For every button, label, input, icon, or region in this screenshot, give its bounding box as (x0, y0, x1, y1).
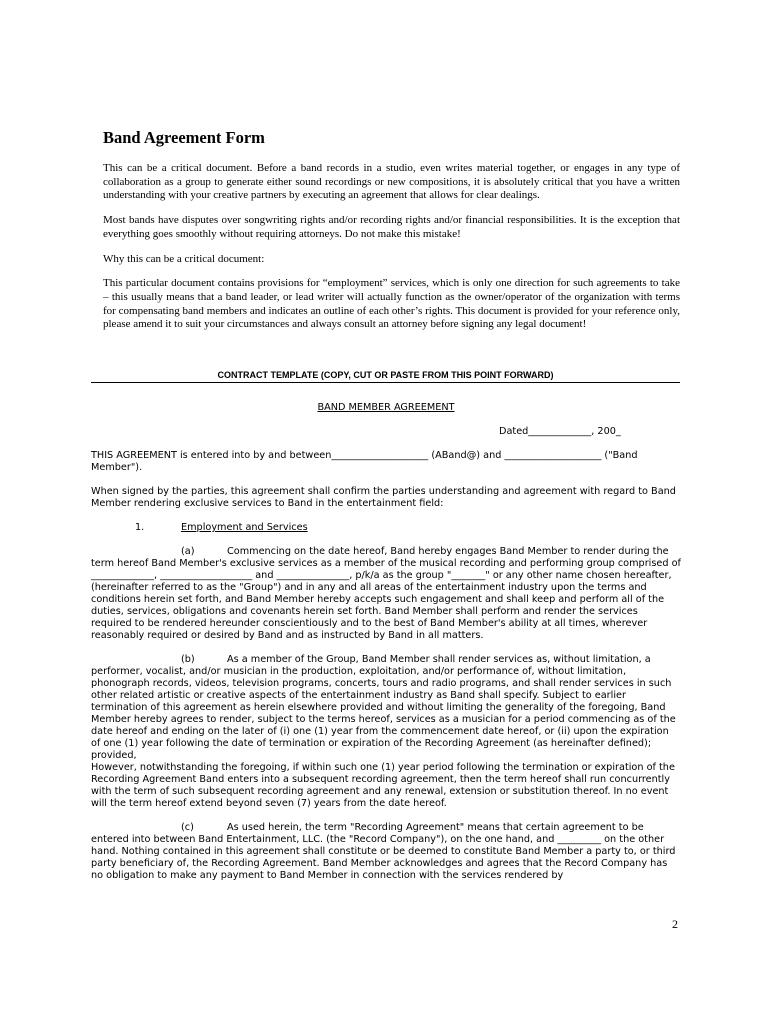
clause-a-label: (a) (181, 546, 195, 557)
page-number: 2 (672, 917, 678, 931)
contract-title: BAND MEMBER AGREEMENT (317, 402, 455, 413)
clause-a-text: Commencing on the date hereof, Band hereby engages Band Member to render during the term hereof Band Member's exclusive services as a member of the musical recording and performing group comprised of _____________, ___________________ and _______________, p/k/a as the group "_______" or any other name chosen hereafter, (hereinafter referred to as the "Group") and in any and all areas of the entertainment industry upon the terms and conditions herein set forth, and Band Member hereby accepts such engagement and shall keep and perform all of the duties, services, obligations and covenants herein set forth. Band Member shall perform and render the services required to be rendered hereunder conscientiously and to the best of Band Member's ability at all times, wherever reasonably required or desired by Band and as instructed by Band in all matters. (91, 546, 681, 641)
dated-line: Dated_____________, 200_ (499, 426, 621, 437)
clause-b (91, 654, 681, 762)
section-1-number: 1. (135, 522, 145, 533)
parties-paragraph: THIS AGREEMENT is entered into by and between____________________ (ABand@) and ____________________ ("Band Member"). (91, 450, 638, 473)
purpose-paragraph: When signed by the parties, this agreement shall confirm the parties understanding and agreement with regard to Band Member rendering exclusive services to Band in the entertainment field: (91, 486, 676, 509)
intro-paragraph-3: Why this can be a critical document: (103, 252, 265, 265)
intro-paragraph-4: This particular document contains provisions for “employment” services, which is only one direction for such agreements to take – this usually means that a band leader, or lead writer will actually function as the owner/operator of the organization with terms for compensating band members and indicates an outline of each other’s rights. This document is provided for your reference only, please amend it to suit your circumstances and always consult an attorney before signing any legal document! (103, 277, 680, 331)
clause-b-continuation: However, notwithstanding the foregoing, if within such one (1) year period following the termination or expiration of the Recording Agreement Band enters into a subsequent recording agreement, then the term hereof shall run concurrently with the term of such subsequent recording agreement and any renewal, extension or substitution thereof. In no event will the term hereof extend beyond seven (7) years from the date hereof. (91, 762, 675, 809)
contract-body (91, 402, 681, 882)
clause-c-text: As used herein, the term "Recording Agreement" means that certain agreement to be entered into between Band Entertainment, LLC. (the "Record Company"), on the one hand, and _________ on the other hand. Nothing contained in this agreement shall constitute or be deemed to constitute Band Member a party to, or third party beneficiary of, the Recording Agreement. Band Member acknowledges and agrees that the Record Company has no obligation to make any payment to Band Member in connection with the services rendered by (91, 822, 676, 881)
section-1-title: Employment and Services (181, 522, 308, 533)
document-title: Band Agreement Form (103, 128, 265, 147)
section-1-heading (91, 522, 681, 534)
clause-c (91, 822, 681, 882)
clause-b-text: As a member of the Group, Band Member shall render services as, without limitation, a performer, vocalist, and/or musician in the production, exploitation, and/or performance of, without limitation, phonograph records, videos, television programs, concerts, tours and radio programs, and shall render services in such other related artistic or creative aspects of the entertainment industry as Band shall specify. Subject to earlier termination of this agreement as herein elsewhere provided and without limiting the generality of the foregoing, Band Member hereby agrees to render, subject to the terms hereof, services as a musician for a period commencing as of the date hereof and ending on the later of (i) one (1) year from the commencement date hereof, or (ii) upon the expiration of one (1) year following the date of termination or expiration of the Recording Agreement (as hereinafter defined); provided, (91, 654, 676, 761)
clause-c-label: (c) (181, 822, 194, 833)
intro-paragraph-1: This can be a critical document. Before a band records in a studio, even writes material together, or engages in any type of collaboration as a group to generate either sound recordings or new compositions, it is absolutely critical that you have a written understanding with your creative partners by executing an agreement that allows for clear dealings. (103, 162, 680, 202)
intro-paragraph-2: Most bands have disputes over songwriting rights and/or recording rights and/or financial responsibilities. It is the exception that everything goes smoothly without requiring attorneys. Do not make this mistake! (103, 214, 680, 240)
clause-a (91, 546, 681, 642)
template-heading: CONTRACT TEMPLATE (COPY, CUT OR PASTE FROM THIS POINT FORWARD) (91, 370, 680, 383)
intro-section (103, 128, 680, 343)
clause-b-label: (b) (181, 654, 195, 665)
